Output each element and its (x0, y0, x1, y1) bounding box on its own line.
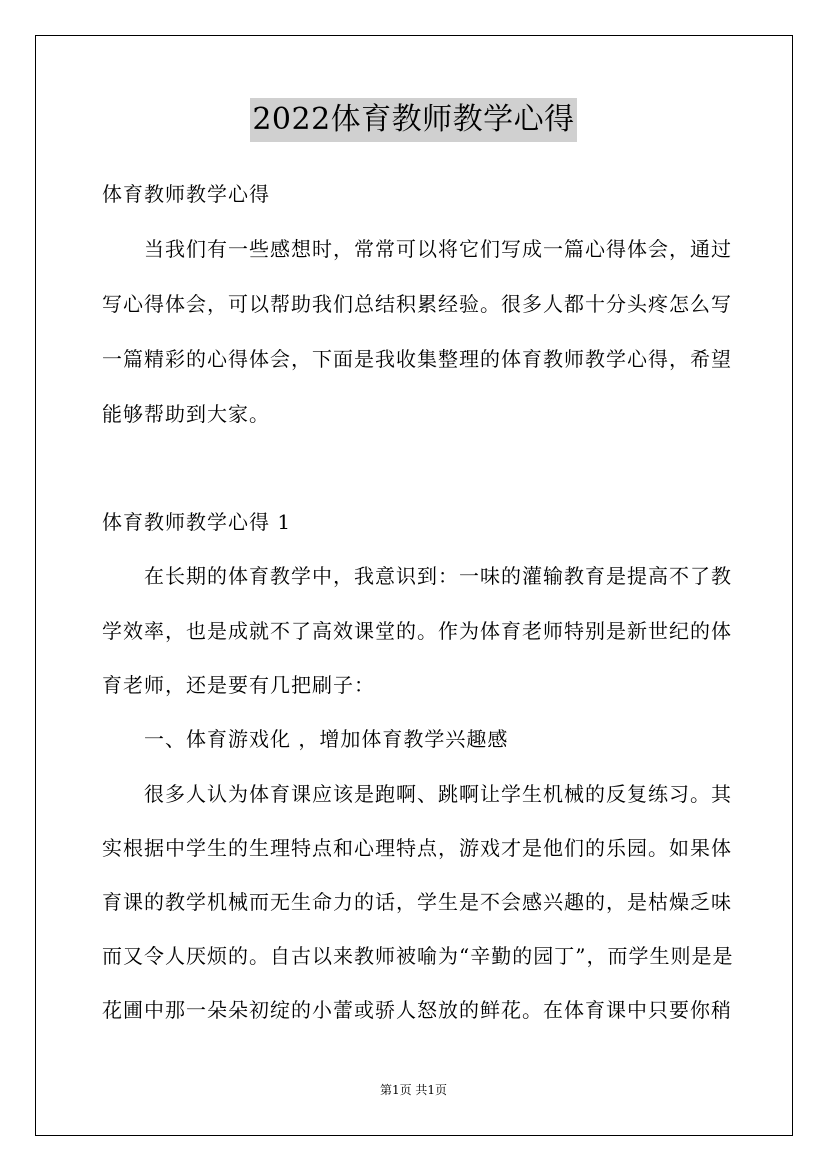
paragraph-line: 育课的教学机械而无生命力的话，学生是不会感兴趣的，是枯燥乏味 (102, 890, 732, 914)
paragraph-line: 育老师，还是要有几把刷子： (102, 673, 375, 697)
paragraph-line: 一篇精彩的心得体会，下面是我收集整理的体育教师教学心得，希望 (102, 347, 732, 371)
paragraph-line: 花圃中那一朵朵初绽的小蕾或骄人怒放的鲜花。在体育课中只要你稍 (102, 998, 732, 1022)
document-title: 2022体育教师教学心得 (250, 98, 576, 142)
section-heading: 体育教师教学心得 1 (102, 510, 292, 534)
paragraph-line: 学效率，也是成就不了高效课堂的。作为体育老师特别是新世纪的体 (102, 619, 732, 643)
paragraph-line: 在长期的体育教学中，我意识到：一味的灌输教育是提高不了教 (144, 564, 732, 588)
section-heading: 体育教师教学心得 (102, 182, 270, 206)
paragraph-line: 很多人认为体育课应该是跑啊、跳啊让学生机械的反复练习。其 (144, 782, 732, 806)
title-container (0, 98, 827, 142)
subheading: 一、体育游戏化 ，增加体育教学兴趣感 (144, 727, 509, 751)
paragraph-line: 实根据中学生的生理特点和心理特点，游戏才是他们的乐园。如果体 (102, 836, 732, 860)
paragraph-line: 写心得体会，可以帮助我们总结积累经验。很多人都十分头疼怎么写 (102, 292, 732, 316)
paragraph-line: 当我们有一些感想时，常常可以将它们写成一篇心得体会，通过 (144, 237, 732, 261)
paragraph-line: 能够帮助到大家。 (102, 402, 270, 426)
paragraph-line: 而又令人厌烦的。自古以来教师被喻为“辛勤的园丁”，而学生则是是 (102, 944, 734, 968)
page-number-footer: 第1页 共1页 (379, 1083, 448, 1097)
